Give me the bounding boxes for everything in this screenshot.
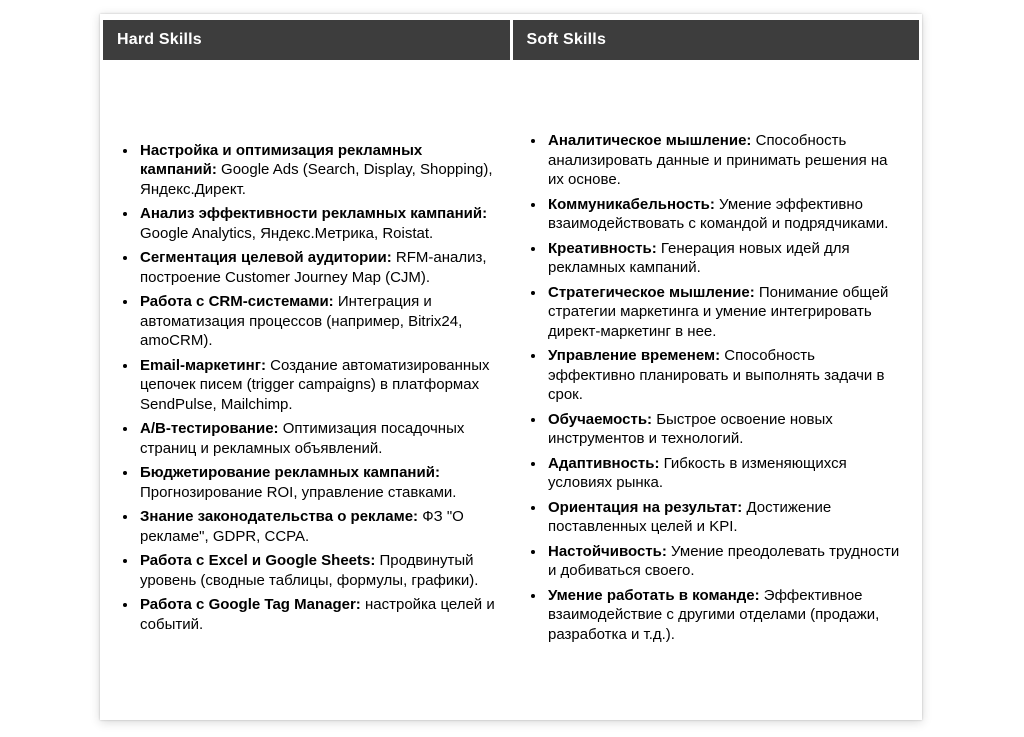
skill-term: Email-маркетинг:: [140, 356, 266, 374]
skill-term: Коммуникабельность:: [548, 195, 715, 213]
skill-term: Креативность:: [548, 239, 657, 257]
table-body-row: [103, 60, 919, 715]
skills-card: [100, 14, 922, 720]
skill-term: Настройка и оптимизация рекламных кампаний:: [140, 141, 423, 179]
skill-item: • Анализ эффективности рекламных кампаний: Google Analytics, Яндекс.Метрика, Roistat.: [138, 204, 495, 243]
skill-item: • Обучаемость: Быстрое освоение новых инструментов и технологий.: [546, 410, 903, 449]
hard-skills-header: Hard Skills: [103, 20, 510, 60]
skill-item: • A/B-тестирование: Оптимизация посадочных страниц и рекламных объявлений.: [138, 419, 495, 458]
hard-skills-cell: [103, 60, 511, 715]
skill-item: • Работа с CRM-системами: Интеграция и автоматизация процессов (например, Bitrix24, amoCRM).: [138, 292, 495, 351]
skill-item: • Креативность: Генерация новых идей для рекламных кампаний.: [546, 239, 903, 278]
skill-item: • Коммуникабельность: Умение эффективно взаимодействовать с командой и подрядчиками.: [546, 195, 903, 234]
skill-item: • Ориентация на результат: Достижение поставленных целей и KPI.: [546, 498, 903, 537]
table-header-row: [103, 20, 919, 60]
skill-term: Аналитическое мышление:: [548, 132, 752, 149]
skill-term: Работа с Google Tag Manager:: [140, 596, 361, 614]
soft-skills-header: Soft Skills: [513, 20, 920, 60]
soft-skills-list: [524, 131, 903, 644]
skill-term: Адаптивность:: [548, 454, 660, 472]
soft-skills-cell: [511, 60, 919, 715]
hard-skills-list: [116, 141, 495, 635]
skill-item: • Сегментация целевой аудитории: RFM-анализ, построение Customer Journey Map (CJM).: [138, 248, 495, 287]
skill-term: Бюджетирование рекламных кампаний:: [140, 464, 440, 482]
skill-term: Управление временем:: [548, 347, 721, 364]
skill-item: • Аналитическое мышление: Способность анализировать данные и принимать решения на их основе.: [546, 131, 903, 190]
skill-term: Знание законодательства о рекламе:: [140, 508, 419, 526]
skill-term: A/B-тестирование:: [140, 420, 279, 438]
skill-term: Работа с CRM-системами:: [140, 293, 334, 311]
skill-term: Работа с Excel и Google Sheets:: [140, 552, 376, 570]
skill-item: • Email-маркетинг: Создание автоматизированных цепочек писем (trigger campaigns) в платформах SendPulse, Mailchimp.: [138, 356, 495, 415]
skill-item: • Адаптивность: Гибкость в изменяющихся условиях рынка.: [546, 454, 903, 493]
skill-item: • Стратегическое мышление: Понимание общей стратегии маркетинга и умение интегрировать директ-маркетинг в нее.: [546, 283, 903, 342]
skill-term: Ориентация на результат:: [548, 498, 743, 516]
skill-item: • Знание законодательства о рекламе: ФЗ "О рекламе", GDPR, CCPA.: [138, 507, 495, 546]
skill-term: Стратегическое мышление:: [548, 283, 755, 301]
skill-item: • Умение работать в команде: Эффективное взаимодействие с другими отделами (продажи, разработка и т.д.).: [546, 586, 903, 645]
skill-term: Настойчивость:: [548, 542, 667, 560]
skill-item: • Настройка и оптимизация рекламных кампаний: Google Ads (Search, Display, Shopping), Яндекс.Директ.: [138, 141, 495, 200]
skill-item: • Управление временем: Способность эффективно планировать и выполнять задачи в срок.: [546, 346, 903, 405]
skill-term: Обучаемость:: [548, 410, 653, 428]
skill-term: Анализ эффективности рекламных кампаний:: [140, 205, 488, 223]
skill-item: • Работа с Excel и Google Sheets: Продвинутый уровень (сводные таблицы, формулы, графики).: [138, 551, 495, 590]
skill-item: • Бюджетирование рекламных кампаний: Прогнозирование ROI, управление ставками.: [138, 463, 495, 502]
skill-term: Сегментация целевой аудитории:: [140, 249, 392, 267]
skill-item: • Работа с Google Tag Manager: настройка целей и событий.: [138, 595, 495, 634]
skill-term: Умение работать в команде:: [548, 586, 760, 604]
skill-item: • Настойчивость: Умение преодолевать трудности и добиваться своего.: [546, 542, 903, 581]
